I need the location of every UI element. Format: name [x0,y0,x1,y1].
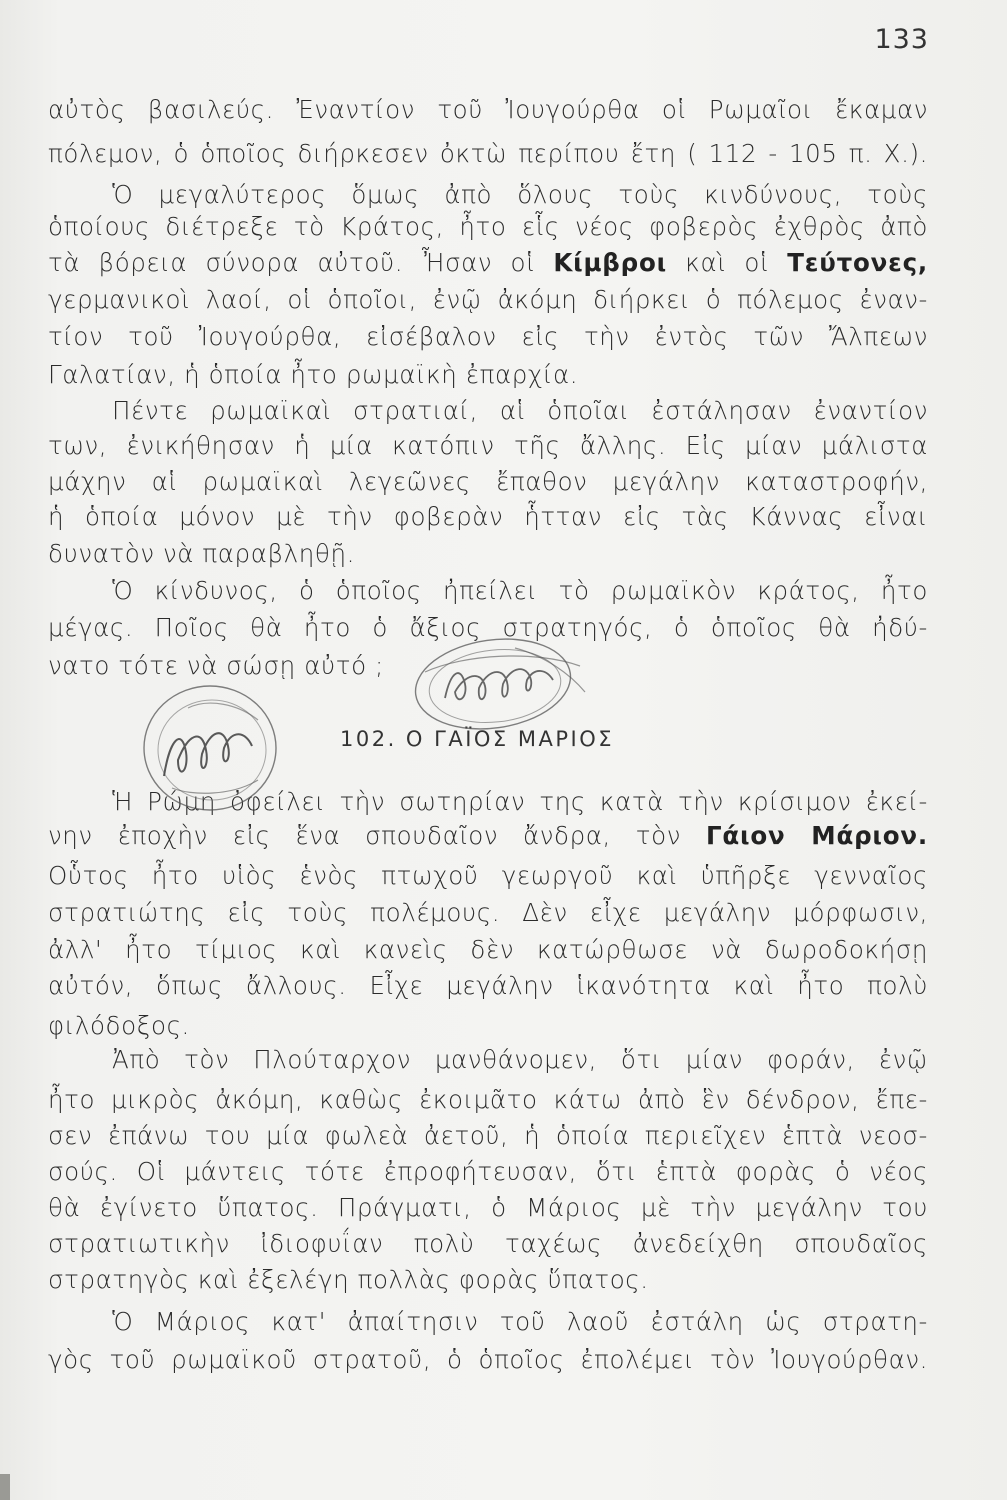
text-line: στρατιωτικὴν ἰδιοφυΐαν πολὺ ταχέως ἀνεδείχθη σπουδαῖος [48,1229,928,1258]
text-line: στρατηγὸς καὶ ἐξελέγη πολλὰς φορὰς ὕπατος. [48,1265,649,1294]
text-run: νην ἐποχὴν εἰς ἕνα σπουδαῖον ἄνδρα, τὸν [48,821,706,850]
text-line: Γαλατίαν, ἡ ὁποία ἦτο ρωμαϊκὴ ἐπαρχία. [48,360,579,389]
text-line: γὸς τοῦ ρωμαϊκοῦ στρατοῦ, ὁ ὁποῖος ἐπολέμει τὸν Ἰουγούρθαν. [48,1345,928,1374]
keyword-gaios-marios: Γάιον Μάριον. [705,821,929,850]
text-line: τίον τοῦ Ἰουγούρθα, εἰσέβαλον εἰς τὴν ἐντὸς τῶν Ἄλπεων [48,322,928,351]
text-line: ἀλλ' ἦτο τίμιος καὶ κανεὶς δὲν κατώρθωσε νὰ δωροδοκήσῃ [48,935,928,964]
text-line: Ἡ Ρώμη ὀφείλει τὴν σωτηρίαν της κατὰ τὴν κρίσιμον ἐκεί- [112,787,928,816]
text-line: μάχην αἱ ρωμαϊκαὶ λεγεῶνες ἔπαθον μεγάλην καταστροφήν, [48,467,928,496]
text-run: καὶ οἱ [666,248,788,277]
text-line: σούς. Οἱ μάντεις τότε ἐπροφήτευσαν, ὅτι ἑπτὰ φορὰς ὁ νέος [48,1157,928,1186]
text-line: θὰ ἐγίνετο ὕπατος. Πράγματι, ὁ Μάριος μὲ τὴν μεγάλην του [48,1193,928,1222]
text-line: ἦτο μικρὸς ἀκόμη, καθὼς ἐκοιμᾶτο κάτω ἀπὸ ἓν δένδρον, ἔπε- [48,1085,928,1114]
text-line: στρατιώτης εἰς τοὺς πολέμους. Δὲν εἶχε μεγάλην μόρφωσιν, [48,898,928,927]
text-line: σεν ἐπάνω του μία φωλεὰ ἀετοῦ, ἡ ὁποία περιεῖχεν ἑπτὰ νεοσ- [48,1121,928,1150]
text-line: μέγας. Ποῖος θὰ ἦτο ὁ ἄξιος στρατηγός, ὁ ὁποῖος θὰ ἠδύ- [48,613,928,642]
text-line: των, ἐνικήθησαν ἡ μία κατόπιν τῆς ἄλλης. Εἰς μίαν μάλιστα [48,431,928,460]
text-line: αὐτόν, ὅπως ἄλλους. Εἶχε μεγάλην ἱκανότητα καὶ ἦτο πολὺ [48,971,928,1000]
section-heading: 102. Ο ΓΑΪΟΣ ΜΑΡΙΟΣ [340,727,615,751]
text-line: δυνατὸν νὰ παραβληθῇ. [48,539,356,568]
page-number: 133 [874,24,929,55]
text-line: Ὁ Μάριος κατ' ἀπαίτησιν τοῦ λαοῦ ἐστάλη ὡς στρατη- [112,1307,928,1336]
text-line: αὐτὸς βασιλεύς. Ἐναντίον τοῦ Ἰουγούρθα οἱ Ρωμαῖοι ἔκαμαν [48,95,928,124]
text-line: Ὁ κίνδυνος, ὁ ὁποῖος ἠπείλει τὸ ρωμαϊκὸν κράτος, ἦτο [112,576,928,605]
text-line [48,245,928,281]
text-line: ὁποίους διέτρεξε τὸ Κράτος, ἦτο εἷς νέος φοβερὸς ἐχθρὸς ἀπὸ [48,212,928,241]
text-line: Πέντε ρωμαϊκαὶ στρατιαί, αἱ ὁποῖαι ἐστάλησαν ἐναντίον [112,396,928,425]
text-line: φιλόδοξος. [48,1011,190,1040]
text-line: πόλεμον, ὁ ὁποῖος διήρκεσεν ὀκτὼ περίπου ἔτη ( 112 - 105 π. Χ.). [48,139,928,168]
text-line: Ὁ μεγαλύτερος ὅμως ἀπὸ ὅλους τοὺς κινδύνους, τοὺς [112,180,928,209]
text-line: νατο τότε νὰ σώσῃ αὐτό ; [48,651,384,680]
page-edge-mark [0,1474,10,1500]
text-line: γερμανικοὶ λαοί, οἱ ὁποῖοι, ἐνῷ ἀκόμη διήρκει ὁ πόλεμος ἐναν- [48,285,928,314]
text-line: ἡ ὁποία μόνον μὲ τὴν φοβερὰν ἧτταν εἰς τὰς Κάννας εἶναι [48,502,928,531]
text-line [48,818,928,854]
text-run: τὰ βόρεια σύνορα αὐτοῦ. Ἦσαν οἱ [48,248,554,277]
keyword-kimbroi: Κίμβροι [553,248,667,277]
keyword-teutones: Τεύτονες, [787,248,928,277]
text-line: Οὗτος ἦτο υἱὸς ἑνὸς πτωχοῦ γεωργοῦ καὶ ὑπῆρξε γενναῖος [48,861,928,890]
text-line: Ἀπὸ τὸν Πλούταρχον μανθάνομεν, ὅτι μίαν φοράν, ἐνῷ [112,1045,928,1074]
